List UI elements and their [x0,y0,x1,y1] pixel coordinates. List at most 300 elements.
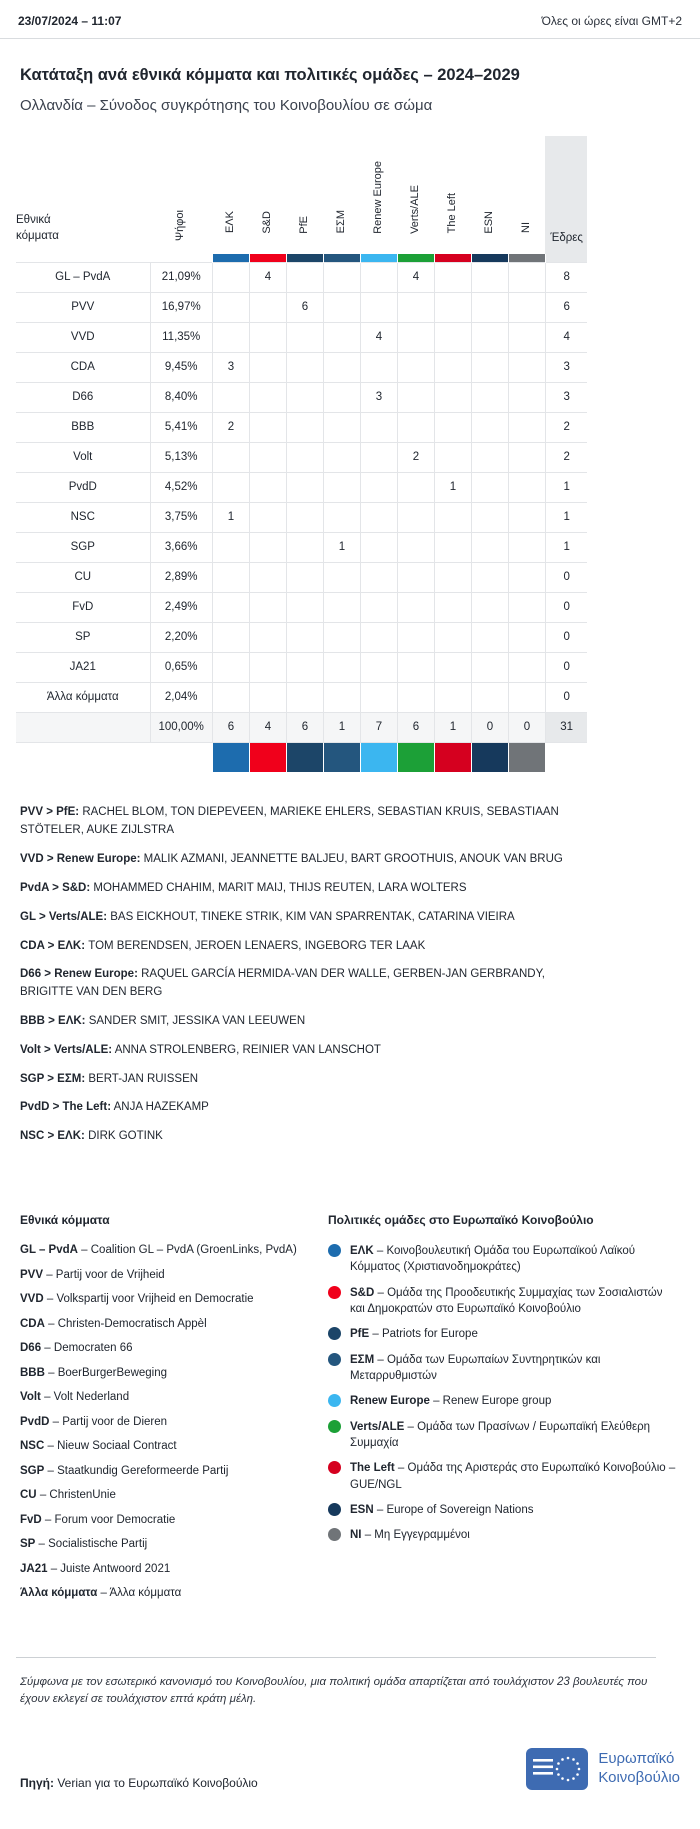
seats-cell: 3 [545,382,587,412]
total-group-seat-cell: 0 [508,712,545,742]
total-votes-cell: 100,00% [150,712,212,742]
group-seat-cell [434,622,471,652]
group-legend-item [328,1502,680,1518]
group-seat-cell [323,352,360,382]
party-legend-abbr: CDA [20,1317,45,1330]
table-header [16,136,587,262]
group-seat-cell [434,412,471,442]
votes-cell: 3,66% [150,532,212,562]
total-group-seat-cell: 4 [249,712,286,742]
group-seat-cell [508,682,545,712]
group-seat-cell [434,262,471,292]
ep-flag-icon [526,1748,588,1790]
group-seat-cell [471,322,508,352]
group-color-bar [434,742,471,772]
group-seat-cell [471,652,508,682]
group-seat-cell [397,292,434,322]
total-group-seat-cell: 6 [397,712,434,742]
group-legend-abbr: ΕΛΚ [350,1245,374,1257]
group-seat-cell [323,472,360,502]
group-legend-abbr: Verts/ALE [350,1420,405,1433]
mep-line-label: VVD > Renew Europe: [20,853,141,866]
group-seat-cell [286,532,323,562]
party-name: VVD [16,322,150,352]
group-seat-cell [323,382,360,412]
bar-row-spacer-right [545,742,587,772]
title-block [0,39,700,114]
party-name: SGP [16,532,150,562]
party-legend-item: CU – ChristenUnie [20,1489,116,1502]
party-legend-abbr: SGP [20,1464,45,1477]
group-legend-abbr: Renew Europe [350,1395,430,1408]
group-seat-cell [212,322,249,352]
group-seat-cell [471,622,508,652]
mep-line: PvdA > S&D: MOHAMMED CHAHIM, MARIT MAIJ, THIJS REUTEN, LARA WOLTERS [20,881,467,894]
source-label: Πηγή: [20,1776,54,1791]
group-seat-cell [323,652,360,682]
group-seat-cell [508,622,545,652]
group-seat-cell [360,262,397,292]
group-seat-cell [249,562,286,592]
group-seat-cell [323,592,360,622]
party-row [16,502,587,532]
group-seat-cell [434,592,471,622]
group-seat-cell [508,592,545,622]
party-row [16,292,587,322]
group-seat-cell [212,652,249,682]
group-seat-cell [323,562,360,592]
party-legend-item: Άλλα κόμματα – Άλλα κόμματα [20,1587,182,1600]
party-legend-title: Εθνικά κόμματα [20,1213,110,1227]
group-color-bar [323,254,360,262]
group-seat-cell [508,472,545,502]
group-legend-item [328,1393,680,1409]
group-seat-cell [397,472,434,502]
party-name: FvD [16,592,150,622]
party-legend-item: PVV – Partij voor de Vrijheid [20,1268,165,1281]
mep-line: Volt > Verts/ALE: ANNA STROLENBERG, REINIER VAN LANSCHOT [20,1043,381,1056]
group-legend-text: ΕΛΚ – Κοινοβουλευτική Ομάδα του Ευρωπαϊκού Λαϊκού Κόμματος (Χριστιανοδημοκράτες) [350,1245,636,1274]
group-seat-cell [471,682,508,712]
group-legend-item [328,1352,680,1385]
group-seat-cell [508,442,545,472]
column-header-group-5 [397,136,434,254]
party-row [16,322,587,352]
seats-cell: 2 [545,412,587,442]
group-legend-item [328,1460,680,1493]
group-seat-cell [212,472,249,502]
party-legend-item: D66 – Democraten 66 [20,1342,133,1355]
group-seat-cell [508,562,545,592]
source-line [20,1776,258,1790]
group-color-bar [397,254,434,262]
group-header-text: ESN [483,210,496,234]
group-seat-cell [323,502,360,532]
group-seat-cell [508,502,545,532]
mep-line: CDA > ΕΛΚ: TOM BERENDSEN, JEROEN LENAERS, INGEBORG TER LAAK [20,939,426,952]
group-seat-cell [249,592,286,622]
group-seat-cell [397,412,434,442]
group-header-text: The Left [446,193,459,234]
party-name: CU [16,562,150,592]
party-row [16,532,587,562]
total-group-seat-cell: 6 [212,712,249,742]
group-legend-text: PfE – Patriots for Europe [350,1328,478,1341]
column-header-group-7 [471,136,508,254]
party-legend-items [20,1243,312,1602]
group-seat-cell [434,292,471,322]
party-name: GL – PvdA [16,262,150,292]
group-seat-cell [471,382,508,412]
group-color-dot [328,1528,341,1541]
group-legend-item [328,1243,680,1276]
group-seat-cell [397,592,434,622]
votes-cell: 0,65% [150,652,212,682]
group-legend [328,1213,680,1611]
seats-cell: 1 [545,532,587,562]
party-name: D66 [16,382,150,412]
votes-cell: 2,49% [150,592,212,622]
group-seat-cell [212,382,249,412]
party-row [16,562,587,592]
group-color-bar [471,254,508,262]
party-row [16,262,587,292]
group-seat-cell: 4 [397,262,434,292]
group-header-text: ΕΣΜ [335,210,348,234]
votes-cell: 16,97% [150,292,212,322]
party-legend-abbr: BBB [20,1366,45,1379]
mep-lists [0,772,700,1146]
group-seat-cell [471,262,508,292]
national-parties-corner-label [16,136,150,262]
group-seat-cell [434,322,471,352]
group-seat-cell [286,382,323,412]
group-seat-cell [212,682,249,712]
corner-label-text: Εθνικά κόμματα [16,213,59,242]
total-group-seat-cell: 6 [286,712,323,742]
mep-line: SGP > ΕΣΜ: BERT-JAN RUISSEN [20,1072,199,1085]
seats-cell: 4 [545,322,587,352]
group-seat-cell [286,472,323,502]
mep-line: GL > Verts/ALE: BAS EICKHOUT, TINEKE STRIK, KIM VAN SPARRENTAK, CATARINA VIEIRA [20,910,515,923]
seats-cell: 0 [545,682,587,712]
group-seat-cell [471,592,508,622]
group-color-bar [471,742,508,772]
total-row-spacer [16,712,150,742]
group-color-bar [323,742,360,772]
party-legend-abbr: PVV [20,1268,44,1281]
group-color-bar [434,254,471,262]
group-seat-cell [434,502,471,532]
party-legend-item: SP – Socialistische Partij [20,1538,148,1551]
group-seat-cell: 2 [397,442,434,472]
group-seat-cell [471,472,508,502]
votes-cell: 9,45% [150,352,212,382]
group-color-dot [328,1461,341,1474]
group-seat-cell [471,292,508,322]
party-name: Άλλα κόμματα [16,682,150,712]
group-seat-cell [249,622,286,652]
group-seat-cell [508,532,545,562]
group-color-bar [286,742,323,772]
group-seat-cell [471,352,508,382]
group-legend-item [328,1419,680,1452]
mep-line-label: D66 > Renew Europe: [20,968,138,981]
votes-cell: 2,04% [150,682,212,712]
total-group-seat-cell: 0 [471,712,508,742]
group-seat-cell [360,532,397,562]
party-legend-item: NSC – Nieuw Sociaal Contract [20,1440,177,1453]
votes-cell: 8,40% [150,382,212,412]
party-legend-item: CDA – Christen-Democratisch Appèl [20,1317,207,1330]
group-seat-cell [471,412,508,442]
group-legend-text: The Left – Ομάδα της Αριστεράς στο Ευρωπαϊκό Κοινοβούλιο – GUE/NGL [350,1462,676,1491]
group-seat-cell [508,292,545,322]
party-name: NSC [16,502,150,532]
group-seat-cell [249,412,286,442]
column-header-group-1 [249,136,286,254]
timezone-text: Όλες οι ώρες είναι GMT+2 [541,14,682,28]
group-seat-cell: 2 [212,412,249,442]
party-legend-abbr: D66 [20,1342,42,1355]
group-seat-cell [508,652,545,682]
group-seat-cell [212,532,249,562]
group-legend-text: ESN – Europe of Sovereign Nations [350,1503,534,1516]
group-seat-cell: 1 [434,472,471,502]
group-seat-cell [360,562,397,592]
group-seat-cell [471,442,508,472]
group-color-bar [508,254,545,262]
group-seat-cell [397,382,434,412]
group-seat-cell [434,442,471,472]
party-name: PVV [16,292,150,322]
group-seat-cell [249,292,286,322]
page-title: Κατάταξη ανά εθνικά κόμματα και πολιτικές ομάδες – 2024–2029 [20,66,520,84]
group-seat-cell [249,352,286,382]
party-legend-item: Volt – Volt Nederland [20,1391,130,1404]
seats-cell: 0 [545,562,587,592]
group-seat-cell [323,292,360,322]
group-color-dot [328,1503,341,1516]
group-seat-cell [286,592,323,622]
group-color-dot [328,1394,341,1407]
party-name: Volt [16,442,150,472]
mep-line-label: CDA > ΕΛΚ: [20,939,86,952]
party-legend-item: FvD – Forum voor Democratie [20,1513,176,1526]
group-seat-cell [249,682,286,712]
votes-cell: 4,52% [150,472,212,502]
group-header-text: S&D [261,210,274,234]
party-legend-abbr: Volt [20,1391,41,1404]
ep-logo-text [598,1750,680,1788]
group-seat-cell [323,322,360,352]
party-legend-abbr: CU [20,1489,37,1502]
group-seat-cell: 6 [286,292,323,322]
group-seat-cell [508,382,545,412]
mep-line-label: SGP > ΕΣΜ: [20,1072,86,1085]
seats-cell: 0 [545,652,587,682]
votes-cell: 11,35% [150,322,212,352]
party-row [16,442,587,472]
group-seat-cell [249,472,286,502]
group-legend-item [328,1326,680,1342]
seats-cell: 6 [545,292,587,322]
group-color-bar [508,742,545,772]
mep-line: PVV > PfE: RACHEL BLOM, TON DIEPEVEEN, MARIEKE EHLERS, SEBASTIAN KRUIS, SEBASTIAAN STÖTELER, AUKE ZIJLSTRA [20,806,559,837]
party-legend [20,1213,312,1611]
group-seat-cell: 1 [323,532,360,562]
table-body [16,262,587,772]
legend-section [0,1157,700,1611]
mep-line-label: PvdD > The Left: [20,1101,112,1114]
group-header-text: PfE [298,215,311,234]
group-legend-text: Renew Europe – Renew Europe group [350,1395,552,1408]
group-seat-cell [249,652,286,682]
ep-logo-text-line1: Ευρωπαϊκό [598,1750,675,1768]
party-legend-item: GL – PvdA – Coalition GL – PvdA (GroenLinks, PvdA) [20,1244,297,1256]
party-name: PvdD [16,472,150,502]
group-legend-item [328,1527,680,1543]
seats-cell: 3 [545,352,587,382]
group-seat-cell [360,682,397,712]
european-parliament-logo [526,1748,680,1790]
group-seat-cell [286,412,323,442]
party-legend-abbr: NSC [20,1440,45,1453]
group-seat-cell [471,502,508,532]
group-header-text: NI [520,222,533,234]
party-row [16,412,587,442]
party-row [16,592,587,622]
party-legend-item: JA21 – Juiste Antwoord 2021 [20,1562,171,1575]
group-seat-cell [360,502,397,532]
group-seat-cell [249,442,286,472]
group-seat-cell [397,682,434,712]
group-seat-cell [434,532,471,562]
votes-cell: 3,75% [150,502,212,532]
total-seats-cell: 31 [545,712,587,742]
total-group-seat-cell: 1 [434,712,471,742]
mep-line: NSC > ΕΛΚ: DIRK GOTINK [20,1130,163,1143]
group-seat-cell [212,442,249,472]
group-seat-cell [397,502,434,532]
group-seat-cell [360,292,397,322]
party-name: BBB [16,412,150,442]
results-table [16,136,587,772]
group-seat-cell [323,682,360,712]
group-seat-cell [434,682,471,712]
group-seat-cell [471,562,508,592]
party-legend-item: BBB – BoerBurgerBeweging [20,1366,168,1379]
group-color-dot [328,1244,341,1257]
group-seat-cell [212,262,249,292]
group-seat-cell [286,352,323,382]
group-legend-title: Πολιτικές ομάδες στο Ευρωπαϊκό Κοινοβούλιο [328,1213,594,1227]
group-seat-cell: 1 [212,502,249,532]
datetime-text: 23/07/2024 – 11:07 [18,14,122,28]
party-row [16,352,587,382]
group-color-bar [360,254,397,262]
group-seat-cell: 3 [360,382,397,412]
group-seat-cell: 4 [249,262,286,292]
mep-line-label: BBB > ΕΛΚ: [20,1014,86,1027]
party-legend-item: PvdD – Partij voor de Dieren [20,1415,168,1428]
party-legend-abbr: FvD [20,1513,42,1526]
group-legend-text: S&D – Ομάδα της Προοδευτικής Συμμαχίας των Σοσιαλιστών και Δημοκρατών στο Ευρωπαϊκό Κοινοβούλιο [350,1286,663,1315]
mep-line: BBB > ΕΛΚ: SANDER SMIT, JESSIKA VAN LEEUWEN [20,1014,306,1027]
group-seat-cell [360,592,397,622]
group-seat-cell [212,622,249,652]
group-color-bar [249,254,286,262]
group-seat-cell [508,412,545,442]
group-legend-text: NI – Μη Εγγεγραμμένοι [350,1529,470,1542]
mep-line: VVD > Renew Europe: MALIK AZMANI, JEANNETTE BALJEU, BART GROOTHUIS, ANOUK VAN BRUG [20,853,563,866]
party-row [16,682,587,712]
mep-line-label: PvdA > S&D: [20,881,91,894]
column-header-group-3 [323,136,360,254]
mep-line: PvdD > The Left: ANJA HAZEKAMP [20,1101,209,1114]
column-header-seats [545,136,587,262]
party-name: CDA [16,352,150,382]
votes-cell: 5,41% [150,412,212,442]
party-legend-abbr: VVD [20,1293,44,1306]
party-legend-item: VVD – Volkspartij voor Vrijheid en Democratie [20,1293,254,1306]
group-seat-cell [249,502,286,532]
group-seat-cell [323,622,360,652]
group-header-text: Verts/ALE [409,184,422,234]
group-seat-cell [286,682,323,712]
group-seat-cell [212,292,249,322]
mep-line-label: GL > Verts/ALE: [20,910,108,923]
party-legend-abbr: JA21 [20,1562,48,1575]
group-color-dot [328,1420,341,1433]
group-legend-abbr: PfE [350,1328,370,1341]
source-text: Verian για το Ευρωπαϊκό Κοινοβούλιο [57,1776,258,1791]
votes-cell: 5,13% [150,442,212,472]
group-seat-cell [212,592,249,622]
group-header-text: ΕΛΚ [224,211,237,234]
votes-cell: 21,09% [150,262,212,292]
seats-cell: 1 [545,472,587,502]
group-seat-cell [397,352,434,382]
group-seat-cell [286,622,323,652]
group-seat-cell [471,532,508,562]
votes-cell: 2,20% [150,622,212,652]
group-seat-cell [286,562,323,592]
group-seat-cell [323,262,360,292]
party-row [16,382,587,412]
group-color-bar [397,742,434,772]
group-seat-cell: 3 [212,352,249,382]
votes-header-text: Ψήφοι [174,209,187,241]
votes-cell: 2,89% [150,562,212,592]
group-seat-cell [508,262,545,292]
group-seat-cell [212,562,249,592]
mep-line-label: Volt > Verts/ALE: [20,1043,113,1056]
seats-cell: 2 [545,442,587,472]
group-legend-items [328,1243,680,1544]
group-seat-cell [323,412,360,442]
top-bar [0,0,700,39]
group-seat-cell [286,262,323,292]
group-seat-cell [397,532,434,562]
group-seat-cell: 4 [360,322,397,352]
group-seat-cell [249,322,286,352]
group-seat-cell [434,652,471,682]
group-color-bar [360,742,397,772]
group-seat-cell [249,532,286,562]
group-seat-cell [434,382,471,412]
group-legend-abbr: ΕΣΜ [350,1353,375,1366]
